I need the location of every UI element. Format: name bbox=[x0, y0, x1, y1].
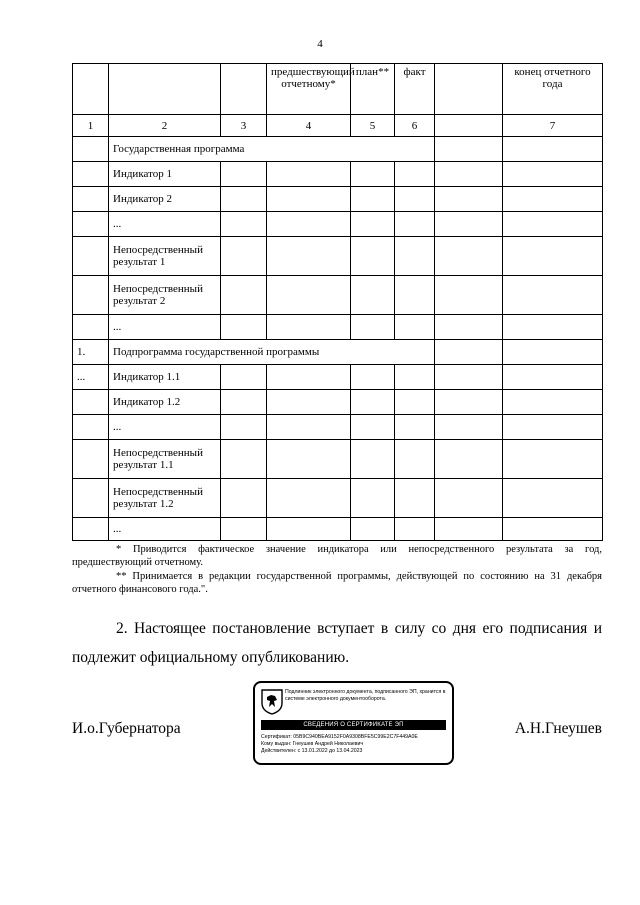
value-cell bbox=[351, 390, 395, 415]
row-number bbox=[73, 479, 109, 518]
coat-of-arms-icon bbox=[261, 689, 283, 715]
table-row bbox=[73, 440, 603, 479]
row-label: Индикатор 2 bbox=[109, 187, 221, 212]
header-cell: предшествующий отчетному* bbox=[267, 64, 351, 115]
header-cell: факт bbox=[395, 64, 435, 115]
row-number bbox=[73, 315, 109, 340]
value-cell bbox=[435, 237, 503, 276]
value-cell bbox=[221, 315, 267, 340]
value-cell bbox=[395, 162, 435, 187]
value-cell bbox=[503, 518, 603, 541]
column-number: 2 bbox=[109, 115, 221, 137]
value-cell bbox=[435, 440, 503, 479]
value-cell bbox=[395, 237, 435, 276]
value-cell bbox=[221, 212, 267, 237]
row-number bbox=[73, 415, 109, 440]
row-number bbox=[73, 212, 109, 237]
value-cell bbox=[503, 340, 603, 365]
row-number bbox=[73, 390, 109, 415]
header-cell: план** bbox=[351, 64, 395, 115]
value-cell bbox=[267, 415, 351, 440]
value-cell bbox=[221, 479, 267, 518]
value-cell bbox=[503, 137, 603, 162]
value-cell bbox=[351, 440, 395, 479]
value-cell bbox=[351, 518, 395, 541]
table-row bbox=[73, 187, 603, 212]
value-cell bbox=[503, 390, 603, 415]
table-row bbox=[73, 212, 603, 237]
value-cell bbox=[435, 276, 503, 315]
value-cell bbox=[221, 365, 267, 390]
column-number: 4 bbox=[267, 115, 351, 137]
table-row bbox=[73, 276, 603, 315]
value-cell bbox=[503, 415, 603, 440]
page-number: 4 bbox=[317, 38, 323, 50]
value-cell bbox=[395, 187, 435, 212]
value-cell bbox=[503, 440, 603, 479]
value-cell bbox=[267, 237, 351, 276]
value-cell bbox=[503, 365, 603, 390]
value-cell bbox=[435, 479, 503, 518]
value-cell bbox=[503, 276, 603, 315]
row-label: Непосредственный результат 2 bbox=[109, 276, 221, 315]
table-row bbox=[73, 237, 603, 276]
table-row bbox=[73, 518, 603, 541]
value-cell bbox=[503, 237, 603, 276]
stamp-header: Подлинник электронного документа, подписанного ЭП, хранится в системе электронного документооборота. bbox=[285, 689, 446, 702]
value-cell bbox=[267, 162, 351, 187]
value-cell bbox=[267, 390, 351, 415]
value-cell bbox=[267, 187, 351, 212]
column-number bbox=[435, 115, 503, 137]
footnote-2: ** Принимается в редакции государственной программы, действующей по состоянию на 31 декабря отчетного финансового года.". bbox=[72, 571, 602, 595]
row-label: ... bbox=[109, 315, 221, 340]
e-signature-stamp bbox=[253, 681, 454, 765]
value-cell bbox=[435, 415, 503, 440]
value-cell bbox=[395, 479, 435, 518]
value-cell bbox=[351, 365, 395, 390]
row-number bbox=[73, 187, 109, 212]
row-label: Индикатор 1.1 bbox=[109, 365, 221, 390]
row-number bbox=[73, 137, 109, 162]
value-cell bbox=[351, 212, 395, 237]
header-cell bbox=[221, 64, 267, 115]
table-row bbox=[73, 162, 603, 187]
certificate-owner: Кому выдан: Гнеушев Андрей Николаевич bbox=[261, 741, 364, 747]
table-row bbox=[73, 415, 603, 440]
row-label: Непосредственный результат 1.1 bbox=[109, 440, 221, 479]
table-row bbox=[73, 479, 603, 518]
value-cell bbox=[221, 237, 267, 276]
header-cell bbox=[73, 64, 109, 115]
value-cell bbox=[435, 137, 503, 162]
certificate-validity: Действителен: с 13.01.2022 до 13.04.2023 bbox=[261, 748, 363, 754]
signatory-title: И.о.Губернатора bbox=[72, 720, 181, 737]
row-label: Непосредственный результат 1.2 bbox=[109, 479, 221, 518]
value-cell bbox=[221, 390, 267, 415]
table-row bbox=[73, 365, 603, 390]
value-cell bbox=[267, 479, 351, 518]
row-label: ... bbox=[109, 518, 221, 541]
table-row bbox=[73, 390, 603, 415]
column-number: 5 bbox=[351, 115, 395, 137]
row-label: Государственная программа bbox=[109, 137, 435, 162]
header-cell bbox=[435, 64, 503, 115]
value-cell bbox=[221, 162, 267, 187]
value-cell bbox=[267, 212, 351, 237]
row-label: ... bbox=[109, 415, 221, 440]
row-label: Подпрограмма государственной программы bbox=[109, 340, 435, 365]
effective-date-paragraph: 2. Настоящее постановление вступает в силу со дня его подписания и подлежит официальному опубликованию. bbox=[72, 620, 602, 666]
signatory-name: А.Н.Гнеушев bbox=[514, 720, 602, 737]
header-cell: конец отчетного года bbox=[503, 64, 603, 115]
value-cell bbox=[395, 365, 435, 390]
value-cell bbox=[221, 415, 267, 440]
value-cell bbox=[395, 390, 435, 415]
table-header-row bbox=[73, 64, 603, 115]
row-number: ... bbox=[73, 365, 109, 390]
row-number bbox=[73, 276, 109, 315]
footnote-1: * Приводится фактическое значение индикатора или непосредственного результата за год, предшествующий отчетному. bbox=[72, 544, 602, 568]
value-cell bbox=[395, 415, 435, 440]
row-label: ... bbox=[109, 212, 221, 237]
column-number: 1 bbox=[73, 115, 109, 137]
table-row bbox=[73, 315, 603, 340]
value-cell bbox=[267, 315, 351, 340]
row-number: 1. bbox=[73, 340, 109, 365]
header-cell bbox=[109, 64, 221, 115]
value-cell bbox=[395, 315, 435, 340]
row-number bbox=[73, 237, 109, 276]
value-cell bbox=[435, 315, 503, 340]
value-cell bbox=[435, 518, 503, 541]
value-cell bbox=[435, 340, 503, 365]
row-number bbox=[73, 518, 109, 541]
value-cell bbox=[221, 440, 267, 479]
value-cell bbox=[351, 276, 395, 315]
value-cell bbox=[351, 479, 395, 518]
value-cell bbox=[435, 365, 503, 390]
value-cell bbox=[435, 187, 503, 212]
value-cell bbox=[503, 479, 603, 518]
value-cell bbox=[267, 365, 351, 390]
table-row bbox=[73, 137, 603, 162]
value-cell bbox=[267, 276, 351, 315]
column-number: 7 bbox=[503, 115, 603, 137]
value-cell bbox=[351, 415, 395, 440]
value-cell bbox=[351, 315, 395, 340]
value-cell bbox=[351, 187, 395, 212]
table-row bbox=[73, 340, 603, 365]
value-cell bbox=[503, 315, 603, 340]
value-cell bbox=[395, 276, 435, 315]
column-number-row bbox=[73, 115, 603, 137]
column-number: 3 bbox=[221, 115, 267, 137]
row-label: Непосредственный результат 1 bbox=[109, 237, 221, 276]
value-cell bbox=[267, 440, 351, 479]
value-cell bbox=[435, 212, 503, 237]
value-cell bbox=[395, 440, 435, 479]
value-cell bbox=[503, 212, 603, 237]
indicator-table bbox=[72, 63, 603, 541]
value-cell bbox=[435, 162, 503, 187]
certificate-number: Сертификат: 05B9C940BEA9152F0A9308BFE5C99E2C7F449A0E bbox=[261, 734, 418, 740]
row-label: Индикатор 1.2 bbox=[109, 390, 221, 415]
value-cell bbox=[503, 187, 603, 212]
value-cell bbox=[221, 187, 267, 212]
value-cell bbox=[351, 237, 395, 276]
row-label: Индикатор 1 bbox=[109, 162, 221, 187]
value-cell bbox=[395, 518, 435, 541]
value-cell bbox=[267, 518, 351, 541]
row-number bbox=[73, 440, 109, 479]
value-cell bbox=[503, 162, 603, 187]
stamp-title-bar: СВЕДЕНИЯ О СЕРТИФИКАТЕ ЭП bbox=[261, 720, 446, 730]
value-cell bbox=[221, 276, 267, 315]
value-cell bbox=[395, 212, 435, 237]
value-cell bbox=[351, 162, 395, 187]
value-cell bbox=[221, 518, 267, 541]
row-number bbox=[73, 162, 109, 187]
value-cell bbox=[435, 390, 503, 415]
column-number: 6 bbox=[395, 115, 435, 137]
